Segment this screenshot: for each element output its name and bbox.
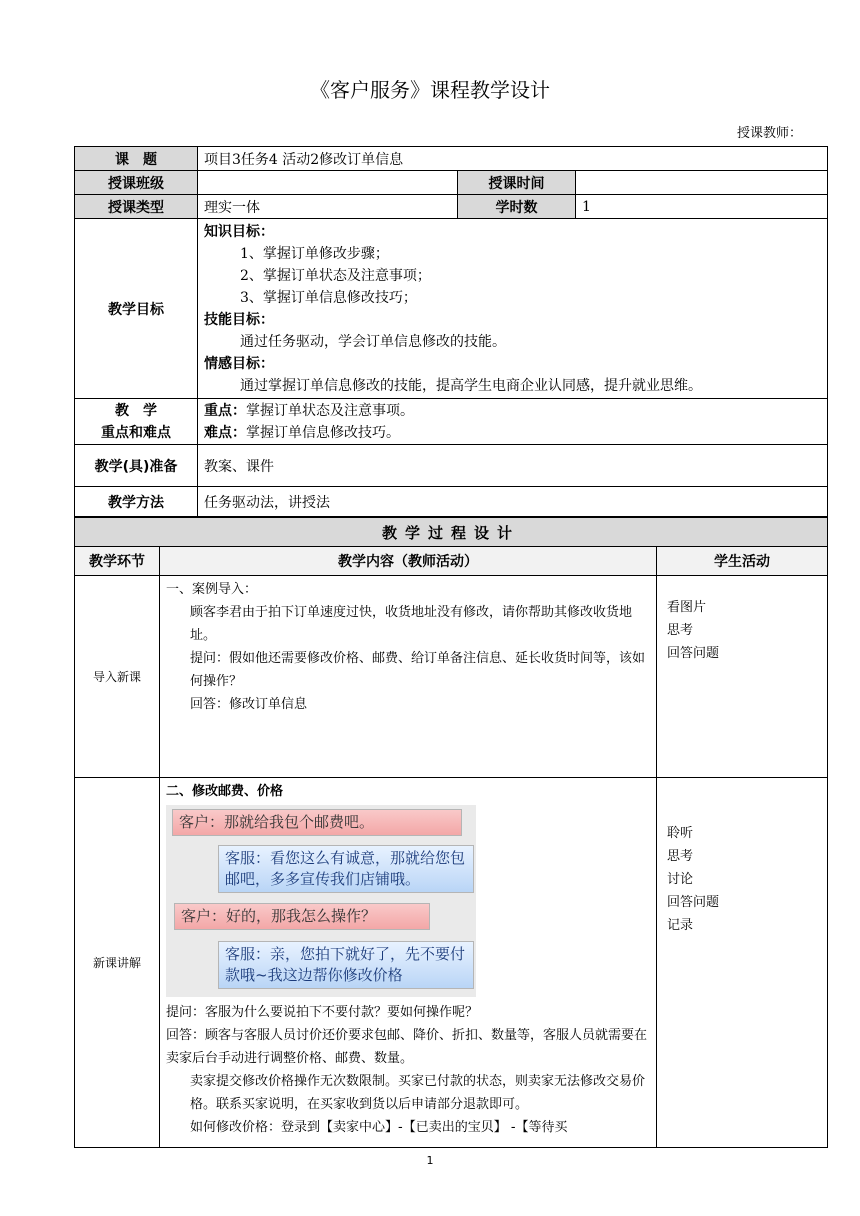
student-activity-item: 看图片 bbox=[667, 600, 707, 615]
type-value: 理实一体 bbox=[198, 195, 458, 219]
table-row bbox=[75, 576, 828, 778]
chat-screenshot bbox=[166, 805, 476, 997]
time-value bbox=[576, 171, 828, 195]
new-lesson-content bbox=[160, 778, 657, 1148]
document-title: 《客户服务》课程教学设计 bbox=[310, 78, 550, 102]
course-info-table bbox=[74, 146, 828, 517]
skill-text: 通过任务驱动，学会订单信息修改的技能。 bbox=[240, 333, 506, 350]
difficult-title: 难点： bbox=[204, 424, 246, 441]
hours-label: 学时数 bbox=[458, 195, 576, 219]
new-lesson-paragraph: 如何修改价格：登录到【卖家中心】-【已卖出的宝贝】 -【等待买 bbox=[190, 1120, 568, 1135]
student-activity-item: 思考 bbox=[667, 623, 694, 638]
new-lesson-answer: 回答：顾客与客服人员讨价还价要求包邮、降价、折扣、数量等，客服人员就需要在卖家后台手动进行调整价格、邮费、数量。 bbox=[166, 1028, 648, 1066]
stage-new-lesson: 新课讲解 bbox=[75, 778, 160, 1148]
intro-content bbox=[160, 576, 657, 778]
prep-label: 教学(具)准备 bbox=[75, 445, 198, 487]
new-lesson-paragraph: 卖家提交修改价格操作无次数限制。买家已付款的状态，则卖家无法修改交易价格。联系买家说明，在买家收到货以后申请部分退款即可。 bbox=[190, 1074, 646, 1112]
chat-bubble-service: 客服：亲，您拍下就好了，先不要付款哦~我这边帮你修改价格 bbox=[218, 941, 474, 989]
emotion-title: 情感目标： bbox=[204, 355, 274, 372]
class-value bbox=[198, 171, 458, 195]
student-activity-item: 讨论 bbox=[667, 872, 694, 887]
intro-paragraph: 顾客李君由于拍下订单速度过快，收货地址没有修改，请你帮助其修改收货地址。 bbox=[190, 605, 633, 643]
col-stage-header: 教学环节 bbox=[75, 547, 160, 576]
new-lesson-heading: 二、修改邮费、价格 bbox=[166, 784, 284, 799]
intro-heading: 一、案例导入： bbox=[166, 582, 258, 597]
page-number: 1 bbox=[426, 1154, 434, 1167]
emotion-text: 通过掌握订单信息修改的技能，提高学生电商企业认同感，提升就业思维。 bbox=[240, 377, 702, 394]
chat-bubble-customer: 客户：那就给我包个邮费吧。 bbox=[172, 809, 462, 836]
knowledge-title: 知识目标： bbox=[204, 223, 274, 240]
process-title: 教学过程设计 bbox=[75, 518, 828, 547]
topic-label: 课 题 bbox=[75, 147, 198, 171]
skill-title: 技能目标： bbox=[204, 311, 274, 328]
student-activity-item: 聆听 bbox=[667, 826, 694, 841]
chat-bubble-customer: 客户：好的，那我怎么操作？ bbox=[174, 903, 430, 930]
type-label: 授课类型 bbox=[75, 195, 198, 219]
topic-value: 项目3任务4 活动2修改订单信息 bbox=[198, 147, 828, 171]
prep-value: 教案、课件 bbox=[198, 445, 828, 487]
key-points-content bbox=[198, 399, 828, 445]
knowledge-item: 1、掌握订单修改步骤； bbox=[240, 245, 389, 262]
key-point-title: 重点： bbox=[204, 402, 246, 419]
method-label: 教学方法 bbox=[75, 487, 198, 517]
teacher-label: 授课教师： bbox=[736, 126, 802, 141]
new-lesson-student-activity bbox=[657, 778, 828, 1148]
difficult-text: 掌握订单信息修改技巧。 bbox=[246, 424, 400, 441]
goals-content bbox=[198, 219, 828, 399]
knowledge-item: 2、掌握订单状态及注意事项； bbox=[240, 267, 431, 284]
key-point-text: 掌握订单状态及注意事项。 bbox=[246, 402, 414, 419]
chat-bubble-service: 客服：看您这么有诚意，那就给您包邮吧，多多宣传我们店铺哦。 bbox=[218, 845, 474, 893]
intro-answer: 回答：修改订单信息 bbox=[190, 697, 308, 712]
student-activity-item: 回答问题 bbox=[667, 895, 720, 910]
intro-question: 提问：假如他还需要修改价格、邮费、给订单备注信息、延长收货时间等，该如何操作？ bbox=[190, 651, 646, 689]
class-label: 授课班级 bbox=[75, 171, 198, 195]
key-label-line1: 教 学 bbox=[115, 402, 157, 419]
student-activity-item: 记录 bbox=[667, 918, 694, 933]
method-value: 任务驱动法，讲授法 bbox=[198, 487, 828, 517]
key-points-label bbox=[75, 399, 198, 445]
table-row bbox=[75, 778, 828, 1148]
teaching-process-table bbox=[74, 517, 828, 1148]
col-content-header: 教学内容（教师活动） bbox=[160, 547, 657, 576]
time-label: 授课时间 bbox=[458, 171, 576, 195]
col-student-header: 学生活动 bbox=[657, 547, 828, 576]
intro-student-activity bbox=[657, 576, 828, 778]
goals-label: 教学目标 bbox=[75, 219, 198, 399]
key-label-line2: 重点和难点 bbox=[101, 424, 171, 441]
knowledge-item: 3、掌握订单信息修改技巧； bbox=[240, 289, 417, 306]
student-activity-item: 思考 bbox=[667, 849, 694, 864]
new-lesson-question: 提问：客服为什么要说拍下不要付款？要如何操作呢？ bbox=[166, 1005, 479, 1020]
stage-intro: 导入新课 bbox=[75, 576, 160, 778]
student-activity-item: 回答问题 bbox=[667, 646, 720, 661]
hours-value: 1 bbox=[576, 195, 828, 219]
